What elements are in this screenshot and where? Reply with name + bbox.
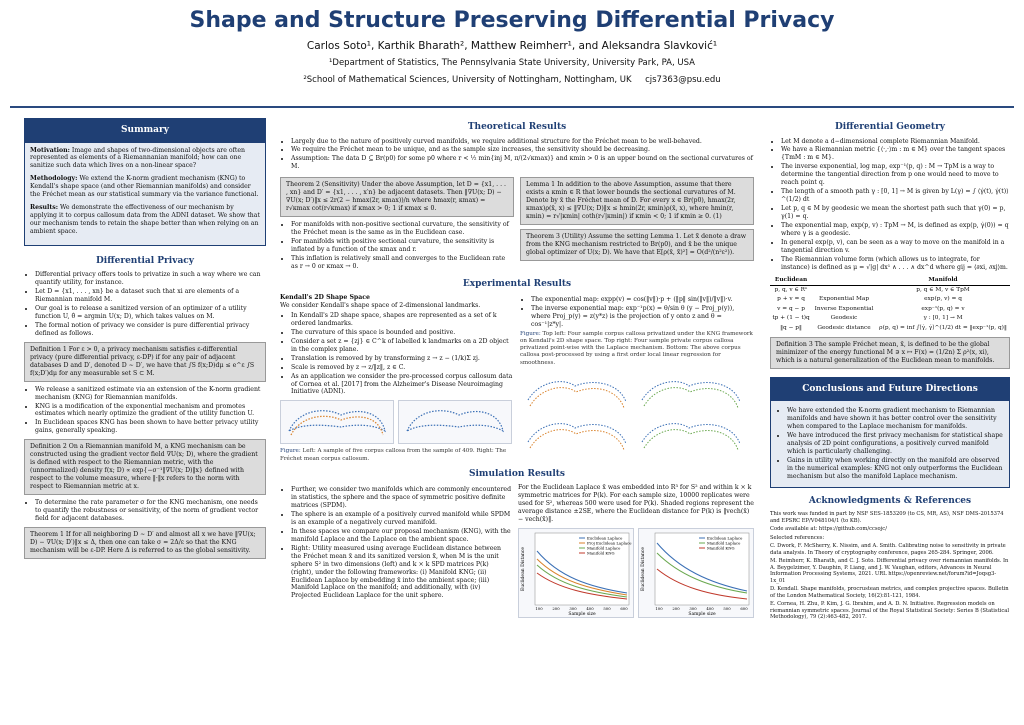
motivation-label: Motivation:: [30, 146, 70, 154]
list-item: • The exponential map, exp(p, v) : TpM → M, is defined as exp(p, γ̇(0)) = q where γ is a geodesic.: [781, 222, 1010, 238]
figure-2-label: Figure:: [520, 330, 541, 337]
affiliation-2-text: ²School of Mathematical Sciences, University of Nottingham, Nottingham, UK: [303, 75, 632, 85]
list-item: • The curvature of this space is bounded and positive.: [291, 329, 514, 337]
legend-entry: Euclidean Laplace: [707, 535, 743, 541]
list-item: • Assumption: The data D ⊆ Br(p0) for some p0 where r < ½ min{inj M, π/(2√κmax)} and κmin > 0 is an upper bound on the sectional curvatures of M.: [291, 155, 754, 171]
right-column: [770, 118, 1010, 718]
x-tick: 300: [689, 605, 697, 611]
summary-motivation: [30, 147, 260, 171]
list-item: • Let M denote a d−dimensional complete Riemannian Manifold.: [781, 138, 1010, 146]
table-row: [770, 295, 1010, 304]
figure-1: [280, 400, 514, 444]
conclusions-bullets: [776, 407, 1004, 480]
affiliation-2: [0, 75, 1024, 85]
legend-entry: Manifold Laplace: [587, 545, 621, 551]
table-cell: tp + (1 − t)q: [772, 315, 810, 322]
middle-column: [280, 118, 754, 718]
table-cell: v = q − p: [777, 305, 805, 312]
legend-entry: Manifold KNG: [587, 550, 615, 556]
methodology-text: We extend the K-norm gradient mechanism (KNG) to Kendall's shape space (and other Riemannian manifolds) and consider the Fréchet mean as our statistical summary via the variance functional.: [30, 175, 259, 199]
list-item: • For manifolds with non-positive sectional curvature, the sensitivity of the Fréchet mean is the same as in the Euclidean case.: [291, 221, 514, 237]
table-cell: ‖q − p‖: [780, 324, 802, 331]
table-header: [812, 276, 876, 286]
euclidean-manifold-table: [770, 276, 1010, 333]
figure-1-caption-text: Left: A sample of five corpus callosa from the sample of 409. Right: The Fréchet mean corpus callosum.: [280, 448, 507, 462]
list-item: • We have introduced the first privacy mechanism for statistical shape analysis of 2D point configurations, a positively curved manifold which is particularly challenging.: [787, 432, 1004, 456]
reference-item: M. Reimherr, K. Bharath, and C. J. Soto. Differential privacy over riemannian manifolds. In A. Beygelzimer, Y. Dauphin, P. Liang, and J. W. Vaughan, editors, Advances in Neural Information Processing Systems, 2021. URL https://openreview.net/forum?id=Joqsg3-1x_01: [770, 558, 1009, 584]
table-cell: Geodesic: [830, 315, 858, 322]
references-block: [770, 511, 1010, 621]
geometry-bullets: [770, 138, 1010, 272]
simulation-bullets: [280, 486, 512, 600]
privatized-shapes-figure: [520, 370, 750, 456]
experiments-left: [280, 294, 514, 463]
kendall-intro: We consider Kendall's shape space of 2-dimensional landmarks.: [280, 302, 481, 310]
geometry-heading: Differential Geometry: [834, 122, 946, 132]
definition-2: Definition 2 On a Riemannian manifold M, a KNG mechanism can be constructed using the gradient vector field ∇U(x; D), where the gradient is defined with respect to the Riemannian metric, with the (unnormalized) density f(x; D) ∝ exp{−σ⁻¹‖∇U(x; D)‖x} defined with respect to the volume measure, where ‖·‖x refers to the norm with respect to Riemannian metric at x.: [24, 439, 266, 495]
table-cell: exp(p, v) = q: [924, 296, 962, 303]
theory-left: [280, 173, 514, 272]
list-item: • The inverse exponential map: exp⁻¹p(x) = θ/sin θ (y − Proj_p(y)), where Proj_p(y) = z(y*z) is the projection of y onto z and θ = cos⁻¹|z*y|.: [531, 305, 754, 329]
summary-results: [30, 204, 260, 236]
figure-2-caption-text: Top left: Four sample corpus callosa privatized under the KNG framework on Kendall's 2D shape space. Top right: Four sample private corpus callosa privatized point-wise with the Laplace mechanism. Bottom: The above corpus callosa post-processed by using a first order local linear regression for smoothness.: [520, 330, 753, 366]
dp-bullets-2: [24, 386, 266, 436]
experiments-right: [520, 294, 754, 463]
list-item: • We have a Riemannian metric {⟨·,·⟩m : m ∈ M} over the tangent spaces {TmM : m ∈ M}.: [781, 146, 1010, 162]
table-row: [770, 305, 1010, 314]
simulation-right: [518, 484, 754, 622]
poster-title: Shape and Structure Preserving Differential Privacy: [189, 8, 835, 33]
simulation-right-text: For the Euclidean Laplace x̄ was embedded into R³ for S² and within k × k symmetric matrices for P(k). For each sample size, 10000 replicates were used for S², whereas 500 were used for P(k). Shaded regions represent the average distance ±2SE, where the Euclidean distance for P(k) is ‖vech(x̄) − vech(x̃)‖.: [518, 484, 754, 523]
conclusions-box: [770, 377, 1010, 488]
email[interactable]: cjs7363@psu.edu: [645, 75, 721, 85]
list-item: • We have extended the K-norm gradient mechanism to Riemannian manifolds and have shown it has better control over the sensitivity when compared to the Laplace mechanism for manifolds.: [787, 407, 1004, 431]
kendall-bullets: [280, 312, 514, 396]
list-item: • Differential privacy offers tools to privatize in such a way where we can quantify utility, for instance.: [35, 271, 266, 287]
simulation-left: [280, 484, 512, 622]
dp-bullets-3: [24, 499, 266, 523]
theory-right: [520, 173, 754, 272]
table-row: [770, 324, 1010, 333]
affiliation-1: ¹Department of Statistics, The Pennsylvania State University, University Park, PA, USA: [329, 58, 695, 68]
list-item: • Scale is removed by z → z/‖z‖, z ∈ C.: [291, 364, 514, 372]
list-item: • Our goal is to release a sanitized version of an optimizer of a utility function U, θ̂ = argmin U(x; D), which takes values on M.: [35, 305, 266, 321]
reference-item: E. Cornea, H. Zhu, P. Kim, J. G. Ibrahim, and A. D. N. Initiative. Regression models on riemannian symmetric spaces. Journal of the Royal Statistical Society: Series B (Statistical Methodology), 79 (2):463-482, 2017.: [770, 601, 1009, 621]
left-column: [24, 118, 266, 718]
list-item: • KNG is a modification of the exponential mechanism and promotes estimates which nearly optimize the gradient of the utility function U.: [35, 403, 266, 419]
list-item: • Let D = {x1, . . . , xn} be a dataset such that xi are elements of a Riemannian manifold M.: [35, 288, 266, 304]
table-header: Euclidean: [770, 276, 812, 286]
table-cell: p + v = q: [777, 296, 805, 303]
list-item: • This inflation is relatively small and converges to the Euclidean rate as r → 0 or κmax → 0.: [291, 255, 514, 271]
spd-distance-plot: [638, 528, 754, 618]
simulation-heading: Simulation Results: [469, 468, 565, 479]
y-axis-label: Euclidean Distance: [641, 546, 646, 591]
table-cell: ρ(p, q) = inf ∫⟨γ̇, γ̇⟩^(1/2) dt = ‖exp⁻¹(p, q)‖: [879, 324, 1007, 331]
legend-entry: Euclidean Laplace: [587, 535, 623, 541]
list-item: • For manifolds with positive sectional curvature, the sensitivity is inflated by a function of the κmax and r.: [291, 238, 514, 254]
list-item: • Further, we consider two manifolds which are commonly encountered in statistics, the sphere and the space of symmetric positive definite matrices (SPDM).: [291, 486, 512, 510]
legend-entry: Proj Euclidean Laplace: [587, 540, 632, 546]
list-item: • The length of a smooth path γ : [0, 1] → M is given by L(γ) = ∫ ⟨γ̇(t), γ̇(t)⟩^(1/2) dt: [781, 188, 1010, 204]
x-tick: 400: [586, 605, 594, 611]
x-tick: 100: [535, 605, 543, 611]
experiments-two-column: [280, 294, 754, 463]
table-cell: [812, 285, 876, 295]
table-row: [770, 285, 1010, 295]
methodology-label: Methodology:: [30, 175, 78, 183]
acknowledgment: This work was funded in part by NSF SES-1853209 (to CS, MR, AS), NSF DMS-2015374 and EPSRC EP/V048104/1 (to KB).: [770, 511, 1004, 524]
x-tick: 500: [603, 605, 611, 611]
list-item: • The inverse exponential, log map, exp⁻¹(p, q) : M → TpM is a way to determine the tangential direction from p one would need to move to reach point q.: [781, 163, 1010, 187]
table-cell: Geodesic distance: [817, 324, 871, 331]
x-tick: 300: [569, 605, 577, 611]
theory-bullets: [280, 138, 754, 172]
sphere-distance-plot: [518, 528, 634, 618]
table-cell: exp⁻¹(p, q) = v: [921, 305, 965, 312]
motivation-text: Image and shapes of two-dimensional objects are often represented as elements of a Riemannanian manifold; how can one sanitize such data which lives on a non-linear space?: [30, 146, 246, 170]
list-item: • Consider a set z = {zj} ∈ C^k of labelled k landmarks on a 2D object in the complex plane.: [291, 338, 514, 354]
list-item: • In Kendall's 2D shape space, shapes are represented as a set of k ordered landmarks.: [291, 312, 514, 328]
x-tick: 600: [620, 605, 628, 611]
list-item: • Translation is removed by by transforming z → z − (1/k)Σ zj.: [291, 355, 514, 363]
x-axis-label: Sample size: [688, 611, 716, 617]
frechet-mean-figure: [398, 400, 512, 444]
results-label: Results:: [30, 204, 59, 212]
authors: Carlos Soto¹, Karthik Bharath², Matthew Reimherr¹, and Aleksandra Slavković¹: [306, 40, 718, 52]
list-item: • Largely due to the nature of positively curved manifolds, we require additional structure for the Fréchet mean to be well-behaved.: [291, 138, 754, 146]
table-header: Manifold: [876, 276, 1010, 286]
list-item: • The formal notion of privacy we consider is pure differential privacy defined as follows.: [35, 322, 266, 338]
corpus-callosa-sample-figure: [280, 400, 394, 444]
table-cell: Exponential Map: [819, 296, 870, 303]
dp-heading: Differential Privacy: [95, 255, 194, 266]
theorem-3: Theorem 3 (Utility) Assume the setting Lemma 1. Let x̃ denote a draw from the KNG mechanism restricted to Br(p0), and x̄ be the unique global optimizer of U(x; D). We have that E[ρ(x̄, x̃)²] = O(d²/(n²ε²)).: [520, 229, 754, 261]
table-row: [770, 314, 1010, 323]
simulation-plots: [518, 528, 754, 618]
list-item: • To determine the rate parameter σ for the KNG mechanism, one needs to quantify the robustness or sensitivity, of the norm of gradient vector field for adjacent databases.: [35, 499, 266, 523]
list-item: • The exponential map: expp(v) = cos(‖v‖)·p + (‖p‖ sin(‖v‖)/‖v‖)·v.: [531, 296, 754, 304]
theory-two-column: [280, 173, 754, 272]
experiments-heading: Experimental Results: [462, 278, 572, 289]
x-tick: 200: [672, 605, 680, 611]
dp-bullets: [24, 271, 266, 338]
figure-1-caption: [280, 448, 514, 462]
table-cell: Inverse Exponential: [814, 305, 874, 312]
table-cell: p, q, v ∈ Rⁿ: [774, 286, 808, 293]
list-item: • As an application we consider the pre-processed corpus callosum data of Cornea et al. [2017] from the Alzheimer's Disease Neuroimaging Initiative (ADNI).: [291, 373, 514, 397]
theory-heading: Theoretical Results: [467, 122, 567, 132]
y-axis-label: Euclidean Distance: [521, 546, 526, 591]
simulation-two-column: [280, 484, 754, 622]
lemma-1: Lemma 1 In addition to the above Assumption, assume that there exists a κmin ∈ R that lower bounds the sectional curvatures of M. Denote by x̄ the Fréchet mean of D. For every x ∈ Br(p0), hmax(2r, κmax)ρ(x̄, x) ≤ ‖∇U(x; D)‖x ≤ hmin(2r, κmin)ρ(x̄, x), where hmin(r, κmin) = r√|κmin| coth(r√|κmin|) if κmin < 0; 1 if κmin ≥ 0. (1): [520, 177, 754, 225]
list-item: • In these spaces we compare our proposal mechanism (KNG), with the manifold Laplace and the Laplace on the ambient space.: [291, 528, 512, 544]
definition-1: Definition 1 For ε > 0, a privacy mechanism satisfies ε-differential privacy (pure differential privacy, ε-DP) if for any pair of adjacent databases D and D′, denoted D ∼ D′, we have that ∫S f(x;D)dμ ≤ e^ε ∫S f(x;D′)dμ for any measurable set S ⊂ M.: [24, 342, 266, 382]
x-tick: 600: [740, 605, 748, 611]
code-link[interactable]: Code available at: https://github.com/ccsojc/: [770, 526, 887, 533]
list-item: • The sphere is an example of a positively curved manifold while SPDM is an example of a negatively curved manifold.: [291, 511, 512, 527]
legend-entry: Manifold Laplace: [707, 540, 741, 546]
references-heading: Acknowledgments & References: [808, 495, 972, 506]
list-item: • Let p, q ∈ M by geodesic we mean the shortest path such that γ(0) = p, γ(1) = q.: [781, 205, 1010, 221]
summary-methodology: [30, 175, 260, 199]
theory-bullets-2: [280, 221, 514, 271]
summary-heading: Summary: [25, 119, 265, 143]
definition-3: Definition 3 The sample Fréchet mean, x̄, is defined to be the global minimizer of the energy functional M ∋ x ↦ F(x) = (1/2n) Σ ρ²(x, xi), which is a natural generalization of the Euclidean mean to manifolds.: [770, 337, 1010, 369]
figure-1-label: Figure:: [280, 448, 301, 455]
x-tick: 100: [655, 605, 663, 611]
reference-item: C. Dwork, F. McSherry, K. Nissim, and A. Smith. Calibrating noise to sensitivity in private data analysis. In Theory of cryptography conference, pages 265-284. Springer, 2006.: [770, 543, 1006, 556]
legend-entry: Manifold KNG: [707, 545, 735, 551]
x-tick: 200: [552, 605, 560, 611]
summary-box: [24, 118, 266, 246]
conclusions-heading: Conclusions and Future Directions: [771, 378, 1009, 402]
exp-bullets: [520, 296, 754, 329]
list-item: • We release a sanitized estimate via an extension of the K-norm gradient mechanism (KNG) for Riemannian manifolds.: [35, 386, 266, 402]
x-tick: 400: [706, 605, 714, 611]
list-item: • The Riemannian volume form (which allows us to integrate, for instance) is defined as μ = √|g| dx¹ ∧ . . . ∧ dx^d where gij = ⟨∂xi, ∂xj⟩m.: [781, 256, 1010, 272]
list-item: • Gains in utility when working directly on the manifold are observed in the numerical examples: KNG not only outperforms the Euclidean mechanism but also the manifold Laplace mechanism.: [787, 457, 1004, 481]
selected-references-label: Selected references:: [770, 534, 825, 541]
table-cell: γ : [0, 1] → M: [923, 315, 963, 322]
results-text: We demonstrate the effectiveness of our mechanism by applying it to corpus callosum data from the ADNI dataset. We show that our mechanism tends to retain the shape better than when relying on an ambient space.: [30, 204, 260, 235]
theorem-2: Theorem 2 (Sensitivity) Under the above Assumption, let D = {x1, . . . , xn} and D′ = {x1, . . . , x′n} be adjacent datasets. Then ‖∇U(x; D) − ∇U(x; D′)‖x ≤ 2r(2 − hmax(2r, κmax))/n where hmax(r, κmax) = r√κmax cot(r√κmax) if κmax > 0; 1 if κmax ≤ 0.: [280, 177, 514, 217]
table-cell: p, q ∈ M, v ∈ TpM: [916, 286, 970, 293]
list-item: • In general exp(p, v), can be seen as a way to move on the manifold in a tangential direction v.: [781, 239, 1010, 255]
figure-2-caption: [520, 331, 754, 367]
reference-item: D. Kendall. Shape manifolds, procrustean metrics, and complex projective spaces. Bulletin of the London Mathematical Society, 16(2):81-121, 1984.: [770, 586, 1009, 599]
header-rule: [10, 106, 1014, 108]
list-item: • In Euclidean spaces KNG has been shown to have better privacy utility gains, generally speaking.: [35, 419, 266, 435]
theorem-1: Theorem 1 If for all neighboring D ∼ D′ and almost all x we have ‖∇U(x; D) − ∇U(x; D′)‖x ≤ Δ, then one can take σ = 2Δ/ε so that the KNG mechanism will be ε-DP. Here Δ is referred to as the global sensitivity.: [24, 527, 266, 559]
x-tick: 500: [723, 605, 731, 611]
list-item: • We require the Fréchet mean to be unique, and as the sample size increases, the sensitivity should be decreasing.: [291, 146, 754, 154]
kendall-title: Kendall's 2D Shape Space: [280, 294, 370, 302]
x-axis-label: Sample size: [568, 611, 596, 617]
list-item: • Right: Utility measured using average Euclidean distance between the Fréchet mean x̄ and its sanitized version x̃, when M is the unit sphere S² in two dimensions (left) and k × k SPD matrices P(k) (right), under the following frameworks: (i) Manifold KNG; (ii) Euclidean Laplace by embedding x̄ into the ambient space; (iii) Manifold Laplace on the manifold; and additionally, with (iv) Projected Euclidean Laplace for the unit sphere.: [291, 545, 512, 601]
